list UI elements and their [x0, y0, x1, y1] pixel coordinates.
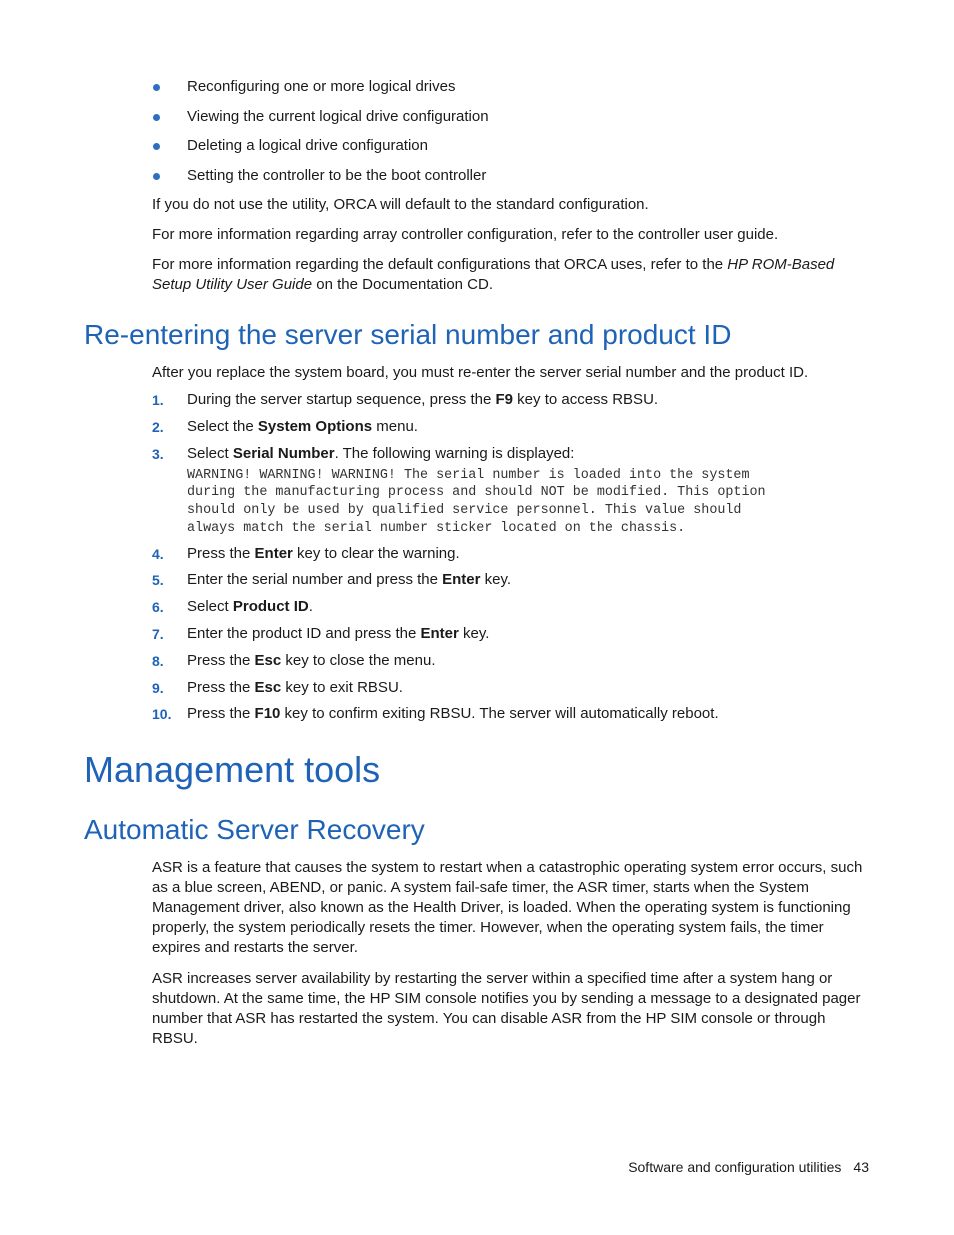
step-text: key to exit RBSU. [281, 678, 403, 696]
reentering-heading: Re-entering the server serial number and product ID [84, 319, 732, 350]
step-number: 1. [152, 392, 164, 408]
bullet-item [152, 106, 867, 136]
reentering-steps [152, 389, 867, 730]
step-key: System Options [257, 417, 373, 435]
bullet-text: Reconfiguring one or more logical drives [187, 78, 456, 95]
bullet-item [152, 165, 867, 195]
rbsu-guide-text-start: For more information regarding the default configurations that ORCA uses, refer to the [152, 256, 728, 273]
step-key: Serial Number [232, 444, 335, 462]
step-number: 3. [152, 445, 164, 462]
step-item [152, 677, 867, 699]
page-footer [628, 1157, 869, 1177]
step-text: Enter the product ID and press the [187, 624, 421, 642]
bullet-icon [153, 143, 160, 150]
asr-paragraph-2: ASR increases server availability by restarting the server within a specified time after a system hang or shutdown. At the same time, the HP SIM console notifies you by sending a message to a designated pager number that ASR has restarted the system. You can disable ASR from the HP SIM console or through RBSU. [152, 970, 861, 1047]
reentering-intro: After you replace the system board, you must re-enter the server serial number and the product ID. [152, 364, 809, 381]
step-item [152, 443, 867, 538]
rbsu-guide-text-end: on the Documentation CD. [312, 276, 494, 293]
step-item [152, 389, 867, 411]
step-text: Press the [187, 678, 255, 696]
page-number: 43 [853, 1159, 869, 1175]
step-text: key to access RBSU. [513, 391, 659, 408]
step-number: 4. [152, 545, 164, 562]
step-number: 10. [152, 706, 172, 723]
step-number: 9. [152, 679, 164, 696]
step-text: Press the [187, 651, 255, 669]
step-item [152, 569, 867, 591]
bullet-item [152, 76, 867, 106]
step-item [152, 596, 867, 618]
step-key: Esc [254, 678, 282, 696]
step-text: key to close the menu. [281, 651, 436, 669]
step-text: Select [187, 598, 233, 616]
step-text: Enter the serial number and press the [187, 571, 443, 589]
step-key: F9 [495, 391, 514, 408]
asr-paragraph-1: ASR is a feature that causes the system to restart when a catastrophic operating system error occurs, such as a blue screen, ABEND, or panic. A system fail-safe timer, the ASR timer, starts when the System Management driver, also known as the Health Driver, is loaded. When the operating system is functioning properly, the system periodically resets the timer. However, when the operating system fails, the timer expires and restarts the server. [152, 859, 863, 956]
rbsu-guide-title: HP ROM-Based Setup Utility User Guide [152, 256, 835, 293]
step-text: key. [458, 624, 490, 642]
orca-default-paragraph: If you do not use the utility, ORCA will default to the standard configuration. [152, 196, 649, 213]
step-key: Esc [254, 651, 282, 669]
array-config-paragraph: For more information regarding array controller configuration, refer to the controller user guide. [152, 226, 779, 243]
step-number: 6. [152, 599, 164, 616]
bullet-text: Viewing the current logical drive configuration [187, 107, 489, 125]
step-number: 8. [152, 652, 164, 669]
asr-heading: Automatic Server Recovery [84, 814, 425, 845]
step-key: Enter [254, 544, 293, 562]
step-key: F10 [254, 705, 281, 723]
step-item [152, 416, 867, 438]
step-item [152, 623, 867, 645]
rbsu-guide-paragraph [152, 255, 867, 295]
step-key: Product ID [232, 598, 309, 616]
step-text: . The following warning is displayed: [334, 444, 575, 462]
step-key: Enter [420, 624, 459, 642]
step-text: Press the [187, 705, 255, 723]
step-text: During the server startup sequence, press the [187, 391, 496, 408]
step-text: key to confirm exiting RBSU. The server will automatically reboot. [280, 705, 719, 723]
intro-bullet-list [152, 76, 867, 194]
step-text: menu. [372, 417, 418, 435]
bullet-text: Setting the controller to be the boot controller [187, 166, 487, 184]
warning-message: WARNING! WARNING! WARNING! The serial number is loaded into the system during the manufacturing process and should NOT be modified. This option should only be used by qualified service personnel. This value should always match the serial number sticker located on the chassis. [187, 467, 766, 536]
bullet-icon [153, 114, 160, 121]
bullet-text: Deleting a logical drive configuration [187, 137, 428, 154]
step-key: Enter [442, 571, 481, 589]
bullet-icon [153, 84, 160, 91]
bullet-item [152, 135, 867, 165]
step-item [152, 703, 867, 725]
step-text: key. [480, 571, 512, 589]
step-number: 7. [152, 625, 164, 642]
step-number: 5. [152, 572, 164, 589]
management-tools-heading: Management tools [84, 749, 381, 790]
step-text: . [308, 598, 313, 616]
step-text: Select the [187, 417, 258, 435]
step-item [152, 543, 867, 565]
step-text: Press the [187, 544, 255, 562]
step-text: key to clear the warning. [292, 544, 460, 562]
step-text: Select [187, 444, 233, 462]
step-item [152, 650, 867, 672]
step-number: 2. [152, 418, 164, 435]
bullet-icon [153, 173, 160, 180]
footer-section-title: Software and configuration utilities [628, 1159, 842, 1175]
